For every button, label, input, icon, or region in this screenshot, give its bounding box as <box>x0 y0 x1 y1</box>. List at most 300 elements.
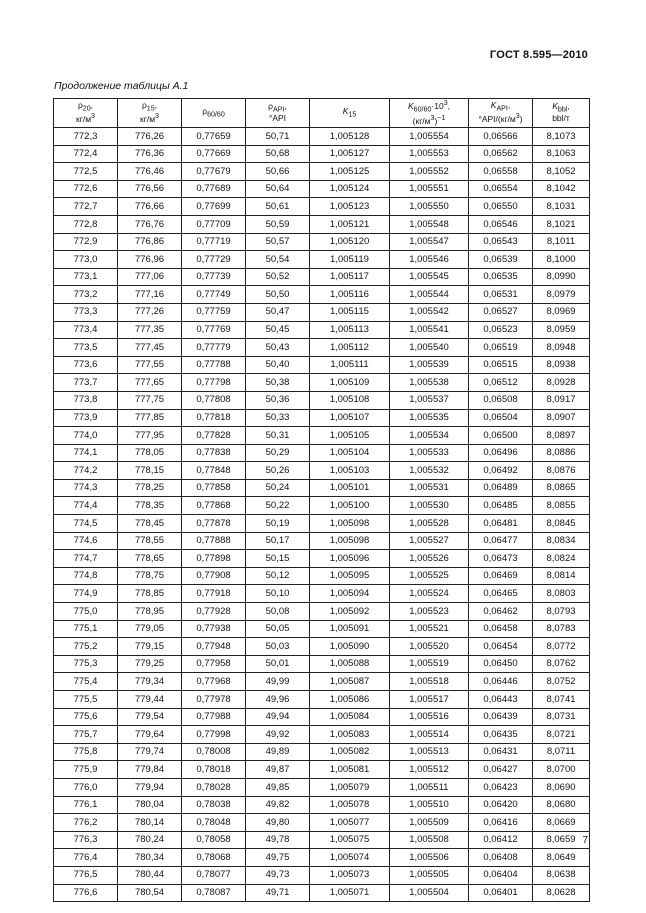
table-row <box>54 796 590 814</box>
table-cell: 50,50 <box>246 286 310 304</box>
table-cell: 774,4 <box>54 497 118 515</box>
table-cell: 0,78058 <box>182 831 246 849</box>
table-cell: 1,005521 <box>390 620 469 638</box>
table-cell: 0,77759 <box>182 303 246 321</box>
table-cell: 0,06562 <box>469 145 533 163</box>
table-cell: 0,06431 <box>469 743 533 761</box>
table-cell: 0,06519 <box>469 339 533 357</box>
table-cell: 8,0814 <box>533 567 590 585</box>
table-cell: 773,0 <box>54 251 118 269</box>
table-cell: 0,77749 <box>182 286 246 304</box>
table-cell: 0,06485 <box>469 497 533 515</box>
table-cell: 777,06 <box>118 268 182 286</box>
table-cell: 0,77699 <box>182 198 246 216</box>
table-cell: 772,4 <box>54 145 118 163</box>
table-cell: 775,0 <box>54 603 118 621</box>
table-cell: 0,06523 <box>469 321 533 339</box>
table-cell: 0,06435 <box>469 726 533 744</box>
table-cell: 0,06427 <box>469 761 533 779</box>
table-cell: 0,78038 <box>182 796 246 814</box>
table-cell: 50,17 <box>246 532 310 550</box>
table-cell: 50,12 <box>246 567 310 585</box>
table-cell: 0,06408 <box>469 849 533 867</box>
table-cell: 1,005100 <box>310 497 390 515</box>
table-cell: 8,0948 <box>533 339 590 357</box>
table-cell: 773,2 <box>54 286 118 304</box>
table-cell: 0,77679 <box>182 163 246 181</box>
table-cell: 774,1 <box>54 444 118 462</box>
table-cell: 0,77918 <box>182 585 246 603</box>
table-cell: 775,8 <box>54 743 118 761</box>
table-cell: 1,005512 <box>390 761 469 779</box>
table-cell: 778,65 <box>118 550 182 568</box>
table-cell: 0,77958 <box>182 655 246 673</box>
table-cell: 1,005121 <box>310 215 390 233</box>
table-cell: 50,45 <box>246 321 310 339</box>
table-row <box>54 603 590 621</box>
table-cell: 1,005105 <box>310 427 390 445</box>
table-row <box>54 163 590 181</box>
table-cell: 0,06477 <box>469 532 533 550</box>
table-cell: 1,005504 <box>390 884 469 902</box>
table-cell: 8,1031 <box>533 198 590 216</box>
table-cell: 8,0659 <box>533 831 590 849</box>
table-cell: 1,005547 <box>390 233 469 251</box>
table-row <box>54 761 590 779</box>
table-cell: 776,3 <box>54 831 118 849</box>
table-cell: 50,40 <box>246 356 310 374</box>
table-cell: 779,44 <box>118 691 182 709</box>
table-cell: 1,005511 <box>390 778 469 796</box>
table-cell: 8,1063 <box>533 145 590 163</box>
table-cell: 773,4 <box>54 321 118 339</box>
table-cell: 1,005113 <box>310 321 390 339</box>
table-cell: 0,77798 <box>182 374 246 392</box>
table-cell: 1,005517 <box>390 691 469 709</box>
table-cell: 8,0855 <box>533 497 590 515</box>
table-cell: 0,06465 <box>469 585 533 603</box>
table-cell: 778,55 <box>118 532 182 550</box>
table-cell: 776,86 <box>118 233 182 251</box>
table-row <box>54 145 590 163</box>
table-cell: 0,77908 <box>182 567 246 585</box>
table-row <box>54 356 590 374</box>
table-cell: 1,005524 <box>390 585 469 603</box>
table-cell: 1,005095 <box>310 567 390 585</box>
table-cell: 1,005091 <box>310 620 390 638</box>
table-cell: 0,06558 <box>469 163 533 181</box>
table-cell: 0,77838 <box>182 444 246 462</box>
table-row <box>54 814 590 832</box>
table-row <box>54 743 590 761</box>
table-cell: 8,0928 <box>533 374 590 392</box>
table-cell: 775,6 <box>54 708 118 726</box>
table-cell: 49,96 <box>246 691 310 709</box>
table-cell: 0,06496 <box>469 444 533 462</box>
table-cell: 1,005508 <box>390 831 469 849</box>
table-cell: 49,94 <box>246 708 310 726</box>
table-cell: 0,06473 <box>469 550 533 568</box>
table-cell: 8,0865 <box>533 479 590 497</box>
table-cell: 1,005544 <box>390 286 469 304</box>
table-cell: 0,06543 <box>469 233 533 251</box>
table-row <box>54 321 590 339</box>
table-cell: 0,77689 <box>182 180 246 198</box>
table-cell: 1,005128 <box>310 128 390 146</box>
table-cell: 0,77729 <box>182 251 246 269</box>
table-cell: 1,005124 <box>310 180 390 198</box>
table-cell: 1,005074 <box>310 849 390 867</box>
table-cell: 0,06420 <box>469 796 533 814</box>
table-cell: 1,005537 <box>390 391 469 409</box>
table-cell: 780,04 <box>118 796 182 814</box>
table-row <box>54 268 590 286</box>
table-cell: 0,77948 <box>182 638 246 656</box>
table-cell: 1,005101 <box>310 479 390 497</box>
table-cell: 8,0917 <box>533 391 590 409</box>
table-cell: 1,005545 <box>390 268 469 286</box>
col-header-rho15 <box>118 99 182 128</box>
table-cell: 8,0752 <box>533 673 590 691</box>
table-cell: 0,77858 <box>182 479 246 497</box>
table-cell: 0,06401 <box>469 884 533 902</box>
table-cell: 0,06469 <box>469 567 533 585</box>
table-row <box>54 303 590 321</box>
table-cell: 1,005540 <box>390 339 469 357</box>
table-cell: 0,77998 <box>182 726 246 744</box>
col-header-kapi <box>469 99 533 128</box>
table-cell: 1,005086 <box>310 691 390 709</box>
table-row <box>54 462 590 480</box>
table-cell: 773,6 <box>54 356 118 374</box>
table-cell: 0,06423 <box>469 778 533 796</box>
table-cell: 50,52 <box>246 268 310 286</box>
table-cell: 776,56 <box>118 180 182 198</box>
table-row <box>54 620 590 638</box>
col-header-label: $\rho_{20}$, $кг/м^3$ <box>76 99 95 125</box>
table-cell: 1,005092 <box>310 603 390 621</box>
table-cell: 0,06404 <box>469 866 533 884</box>
table-cell: 0,06504 <box>469 409 533 427</box>
table-cell: 0,06416 <box>469 814 533 832</box>
table-cell: 8,0969 <box>533 303 590 321</box>
table-cell: 1,005514 <box>390 726 469 744</box>
table-row <box>54 515 590 533</box>
table-cell: 0,06412 <box>469 831 533 849</box>
table-cell: 1,005116 <box>310 286 390 304</box>
table-cell: 779,34 <box>118 673 182 691</box>
table-cell: 779,54 <box>118 708 182 726</box>
table-row <box>54 374 590 392</box>
table-cell: 0,06508 <box>469 391 533 409</box>
table-cell: 774,6 <box>54 532 118 550</box>
table-cell: 778,05 <box>118 444 182 462</box>
table-cell: 773,1 <box>54 268 118 286</box>
table-row <box>54 849 590 867</box>
table-row <box>54 691 590 709</box>
table-cell: 8,0721 <box>533 726 590 744</box>
table-cell: 8,0824 <box>533 550 590 568</box>
table-caption: Продолжение таблицы А.1 <box>54 80 189 92</box>
table-cell: 8,0762 <box>533 655 590 673</box>
table-cell: 8,0979 <box>533 286 590 304</box>
table-cell: 1,005109 <box>310 374 390 392</box>
table-cell: 8,0680 <box>533 796 590 814</box>
table-cell: 8,1000 <box>533 251 590 269</box>
table-cell: 0,77828 <box>182 427 246 445</box>
table-cell: 0,77669 <box>182 145 246 163</box>
table-cell: 1,005098 <box>310 515 390 533</box>
col-header-rho20 <box>54 99 118 128</box>
table-cell: 0,77659 <box>182 128 246 146</box>
table-cell: 777,35 <box>118 321 182 339</box>
table-cell: 773,3 <box>54 303 118 321</box>
table-cell: 8,0845 <box>533 515 590 533</box>
table-row <box>54 585 590 603</box>
table-cell: 774,0 <box>54 427 118 445</box>
table-cell: 8,0990 <box>533 268 590 286</box>
table-cell: 775,3 <box>54 655 118 673</box>
table-row <box>54 866 590 884</box>
table-cell: 779,84 <box>118 761 182 779</box>
table-cell: 1,005071 <box>310 884 390 902</box>
col-header-kbbl <box>533 99 590 128</box>
table-row <box>54 427 590 445</box>
table-cell: 778,15 <box>118 462 182 480</box>
table-cell: 1,005548 <box>390 215 469 233</box>
table-cell: 780,34 <box>118 849 182 867</box>
table-cell: 0,06554 <box>469 180 533 198</box>
table-cell: 1,005094 <box>310 585 390 603</box>
table-cell: 780,24 <box>118 831 182 849</box>
table-row <box>54 497 590 515</box>
table-cell: 1,005533 <box>390 444 469 462</box>
table-body <box>54 128 590 902</box>
table-cell: 0,77779 <box>182 339 246 357</box>
table-cell: 778,95 <box>118 603 182 621</box>
table-cell: 50,08 <box>246 603 310 621</box>
table-cell: 1,005082 <box>310 743 390 761</box>
table-cell: 777,65 <box>118 374 182 392</box>
table-cell: 50,19 <box>246 515 310 533</box>
table-cell: 8,0628 <box>533 884 590 902</box>
table-row <box>54 638 590 656</box>
table-cell: 1,005108 <box>310 391 390 409</box>
table-cell: 8,0711 <box>533 743 590 761</box>
table-cell: 0,77988 <box>182 708 246 726</box>
col-header-label: $K_{15}$ <box>342 106 357 119</box>
table-cell: 8,1021 <box>533 215 590 233</box>
table-row <box>54 180 590 198</box>
table-cell: 774,9 <box>54 585 118 603</box>
table-row <box>54 479 590 497</box>
table-row <box>54 251 590 269</box>
table-cell: 774,2 <box>54 462 118 480</box>
table-cell: 0,06450 <box>469 655 533 673</box>
table-cell: 0,77868 <box>182 497 246 515</box>
table-cell: 776,46 <box>118 163 182 181</box>
col-header-label: $K_{60/60}\cdot 10^3$, $(кг/м^3)^{-1}$ <box>408 99 450 126</box>
table-cell: 49,73 <box>246 866 310 884</box>
table-cell: 0,77818 <box>182 409 246 427</box>
table-cell: 775,4 <box>54 673 118 691</box>
table-cell: 8,0907 <box>533 409 590 427</box>
table-cell: 0,06492 <box>469 462 533 480</box>
table-cell: 50,71 <box>246 128 310 146</box>
table-cell: 773,5 <box>54 339 118 357</box>
table-cell: 0,06489 <box>469 479 533 497</box>
table-cell: 772,8 <box>54 215 118 233</box>
table-cell: 0,77848 <box>182 462 246 480</box>
table-cell: 1,005528 <box>390 515 469 533</box>
table-row <box>54 673 590 691</box>
table-cell: 50,29 <box>246 444 310 462</box>
table-cell: 1,005077 <box>310 814 390 832</box>
table-cell: 0,78018 <box>182 761 246 779</box>
table-cell: 1,005550 <box>390 198 469 216</box>
table-row <box>54 726 590 744</box>
table-cell: 8,0669 <box>533 814 590 832</box>
table-cell: 8,0700 <box>533 761 590 779</box>
table-cell: 1,005111 <box>310 356 390 374</box>
table-cell: 775,7 <box>54 726 118 744</box>
document-header: ГОСТ 8.595—2010 <box>489 49 588 61</box>
table-cell: 779,25 <box>118 655 182 673</box>
table-cell: 50,05 <box>246 620 310 638</box>
table-cell: 780,44 <box>118 866 182 884</box>
table-cell: 8,0783 <box>533 620 590 638</box>
table-cell: 0,77898 <box>182 550 246 568</box>
table-row <box>54 286 590 304</box>
col-header-label: $\rho_{60/60}$ <box>202 106 225 119</box>
table-row <box>54 884 590 902</box>
table-cell: 1,005505 <box>390 866 469 884</box>
table-cell: 778,85 <box>118 585 182 603</box>
table-cell: 1,005090 <box>310 638 390 656</box>
table-cell: 775,9 <box>54 761 118 779</box>
table-row <box>54 198 590 216</box>
table-cell: 0,06546 <box>469 215 533 233</box>
col-header-rho6060 <box>182 99 246 128</box>
table-cell: 0,06539 <box>469 251 533 269</box>
table-cell: 50,03 <box>246 638 310 656</box>
table-cell: 8,0803 <box>533 585 590 603</box>
table-cell: 776,36 <box>118 145 182 163</box>
table-cell: 772,6 <box>54 180 118 198</box>
table-cell: 49,71 <box>246 884 310 902</box>
table-cell: 1,005525 <box>390 567 469 585</box>
table-cell: 776,26 <box>118 128 182 146</box>
table-cell: 1,005513 <box>390 743 469 761</box>
table-cell: 0,77938 <box>182 620 246 638</box>
table-cell: 0,06535 <box>469 268 533 286</box>
header-row <box>54 99 590 128</box>
table-cell: 0,78028 <box>182 778 246 796</box>
table-cell: 50,36 <box>246 391 310 409</box>
table-cell: 0,06527 <box>469 303 533 321</box>
table-cell: 8,0793 <box>533 603 590 621</box>
table-cell: 8,0690 <box>533 778 590 796</box>
table-cell: 1,005518 <box>390 673 469 691</box>
table-cell: 0,06515 <box>469 356 533 374</box>
table-cell: 778,25 <box>118 479 182 497</box>
table-cell: 0,06446 <box>469 673 533 691</box>
table-cell: 780,14 <box>118 814 182 832</box>
table-cell: 776,5 <box>54 866 118 884</box>
table-cell: 50,64 <box>246 180 310 198</box>
table-cell: 1,005534 <box>390 427 469 445</box>
table-cell: 1,005112 <box>310 339 390 357</box>
table-cell: 1,005104 <box>310 444 390 462</box>
table-row <box>54 215 590 233</box>
table-cell: 1,005520 <box>390 638 469 656</box>
table-cell: 1,005120 <box>310 233 390 251</box>
table-cell: 1,005531 <box>390 479 469 497</box>
table-cell: 0,77888 <box>182 532 246 550</box>
table-cell: 0,06500 <box>469 427 533 445</box>
table-cell: 0,06481 <box>469 515 533 533</box>
table-cell: 776,6 <box>54 884 118 902</box>
table-cell: 774,3 <box>54 479 118 497</box>
col-header-label: $K_{API}$, $^\circ API/(кг/м^3)$ <box>478 99 523 125</box>
table-cell: 773,8 <box>54 391 118 409</box>
table-cell: 8,1052 <box>533 163 590 181</box>
table-cell: 49,80 <box>246 814 310 832</box>
table-cell: 1,005127 <box>310 145 390 163</box>
table-cell: 777,45 <box>118 339 182 357</box>
table-cell: 778,45 <box>118 515 182 533</box>
table-cell: 774,8 <box>54 567 118 585</box>
table-cell: 1,005081 <box>310 761 390 779</box>
table-cell: 0,78087 <box>182 884 246 902</box>
table-cell: 0,78048 <box>182 814 246 832</box>
table-cell: 1,005084 <box>310 708 390 726</box>
table-cell: 50,54 <box>246 251 310 269</box>
table-row <box>54 233 590 251</box>
table-cell: 1,005125 <box>310 163 390 181</box>
table-cell: 1,005552 <box>390 163 469 181</box>
table-cell: 1,005098 <box>310 532 390 550</box>
table-cell: 1,005553 <box>390 145 469 163</box>
table-cell: 8,0834 <box>533 532 590 550</box>
table-row <box>54 409 590 427</box>
table-cell: 1,005117 <box>310 268 390 286</box>
table-row <box>54 444 590 462</box>
table-cell: 50,01 <box>246 655 310 673</box>
table-row <box>54 391 590 409</box>
table-cell: 1,005551 <box>390 180 469 198</box>
table-cell: 0,06458 <box>469 620 533 638</box>
table-cell: 0,06566 <box>469 128 533 146</box>
table-cell: 1,005075 <box>310 831 390 849</box>
table-cell: 776,66 <box>118 198 182 216</box>
table-cell: 8,0897 <box>533 427 590 445</box>
table-cell: 50,10 <box>246 585 310 603</box>
table-cell: 0,78077 <box>182 866 246 884</box>
table-cell: 50,22 <box>246 497 310 515</box>
table-cell: 1,005527 <box>390 532 469 550</box>
table-row <box>54 831 590 849</box>
table-cell: 777,26 <box>118 303 182 321</box>
table-cell: 0,78068 <box>182 849 246 867</box>
table-cell: 0,06443 <box>469 691 533 709</box>
col-header-label: $K_{bbl}$, bbl/т <box>552 101 570 124</box>
table-cell: 776,4 <box>54 849 118 867</box>
table-cell: 774,7 <box>54 550 118 568</box>
table-cell: 0,77928 <box>182 603 246 621</box>
table-cell: 1,005541 <box>390 321 469 339</box>
page-number: 7 <box>582 835 588 846</box>
